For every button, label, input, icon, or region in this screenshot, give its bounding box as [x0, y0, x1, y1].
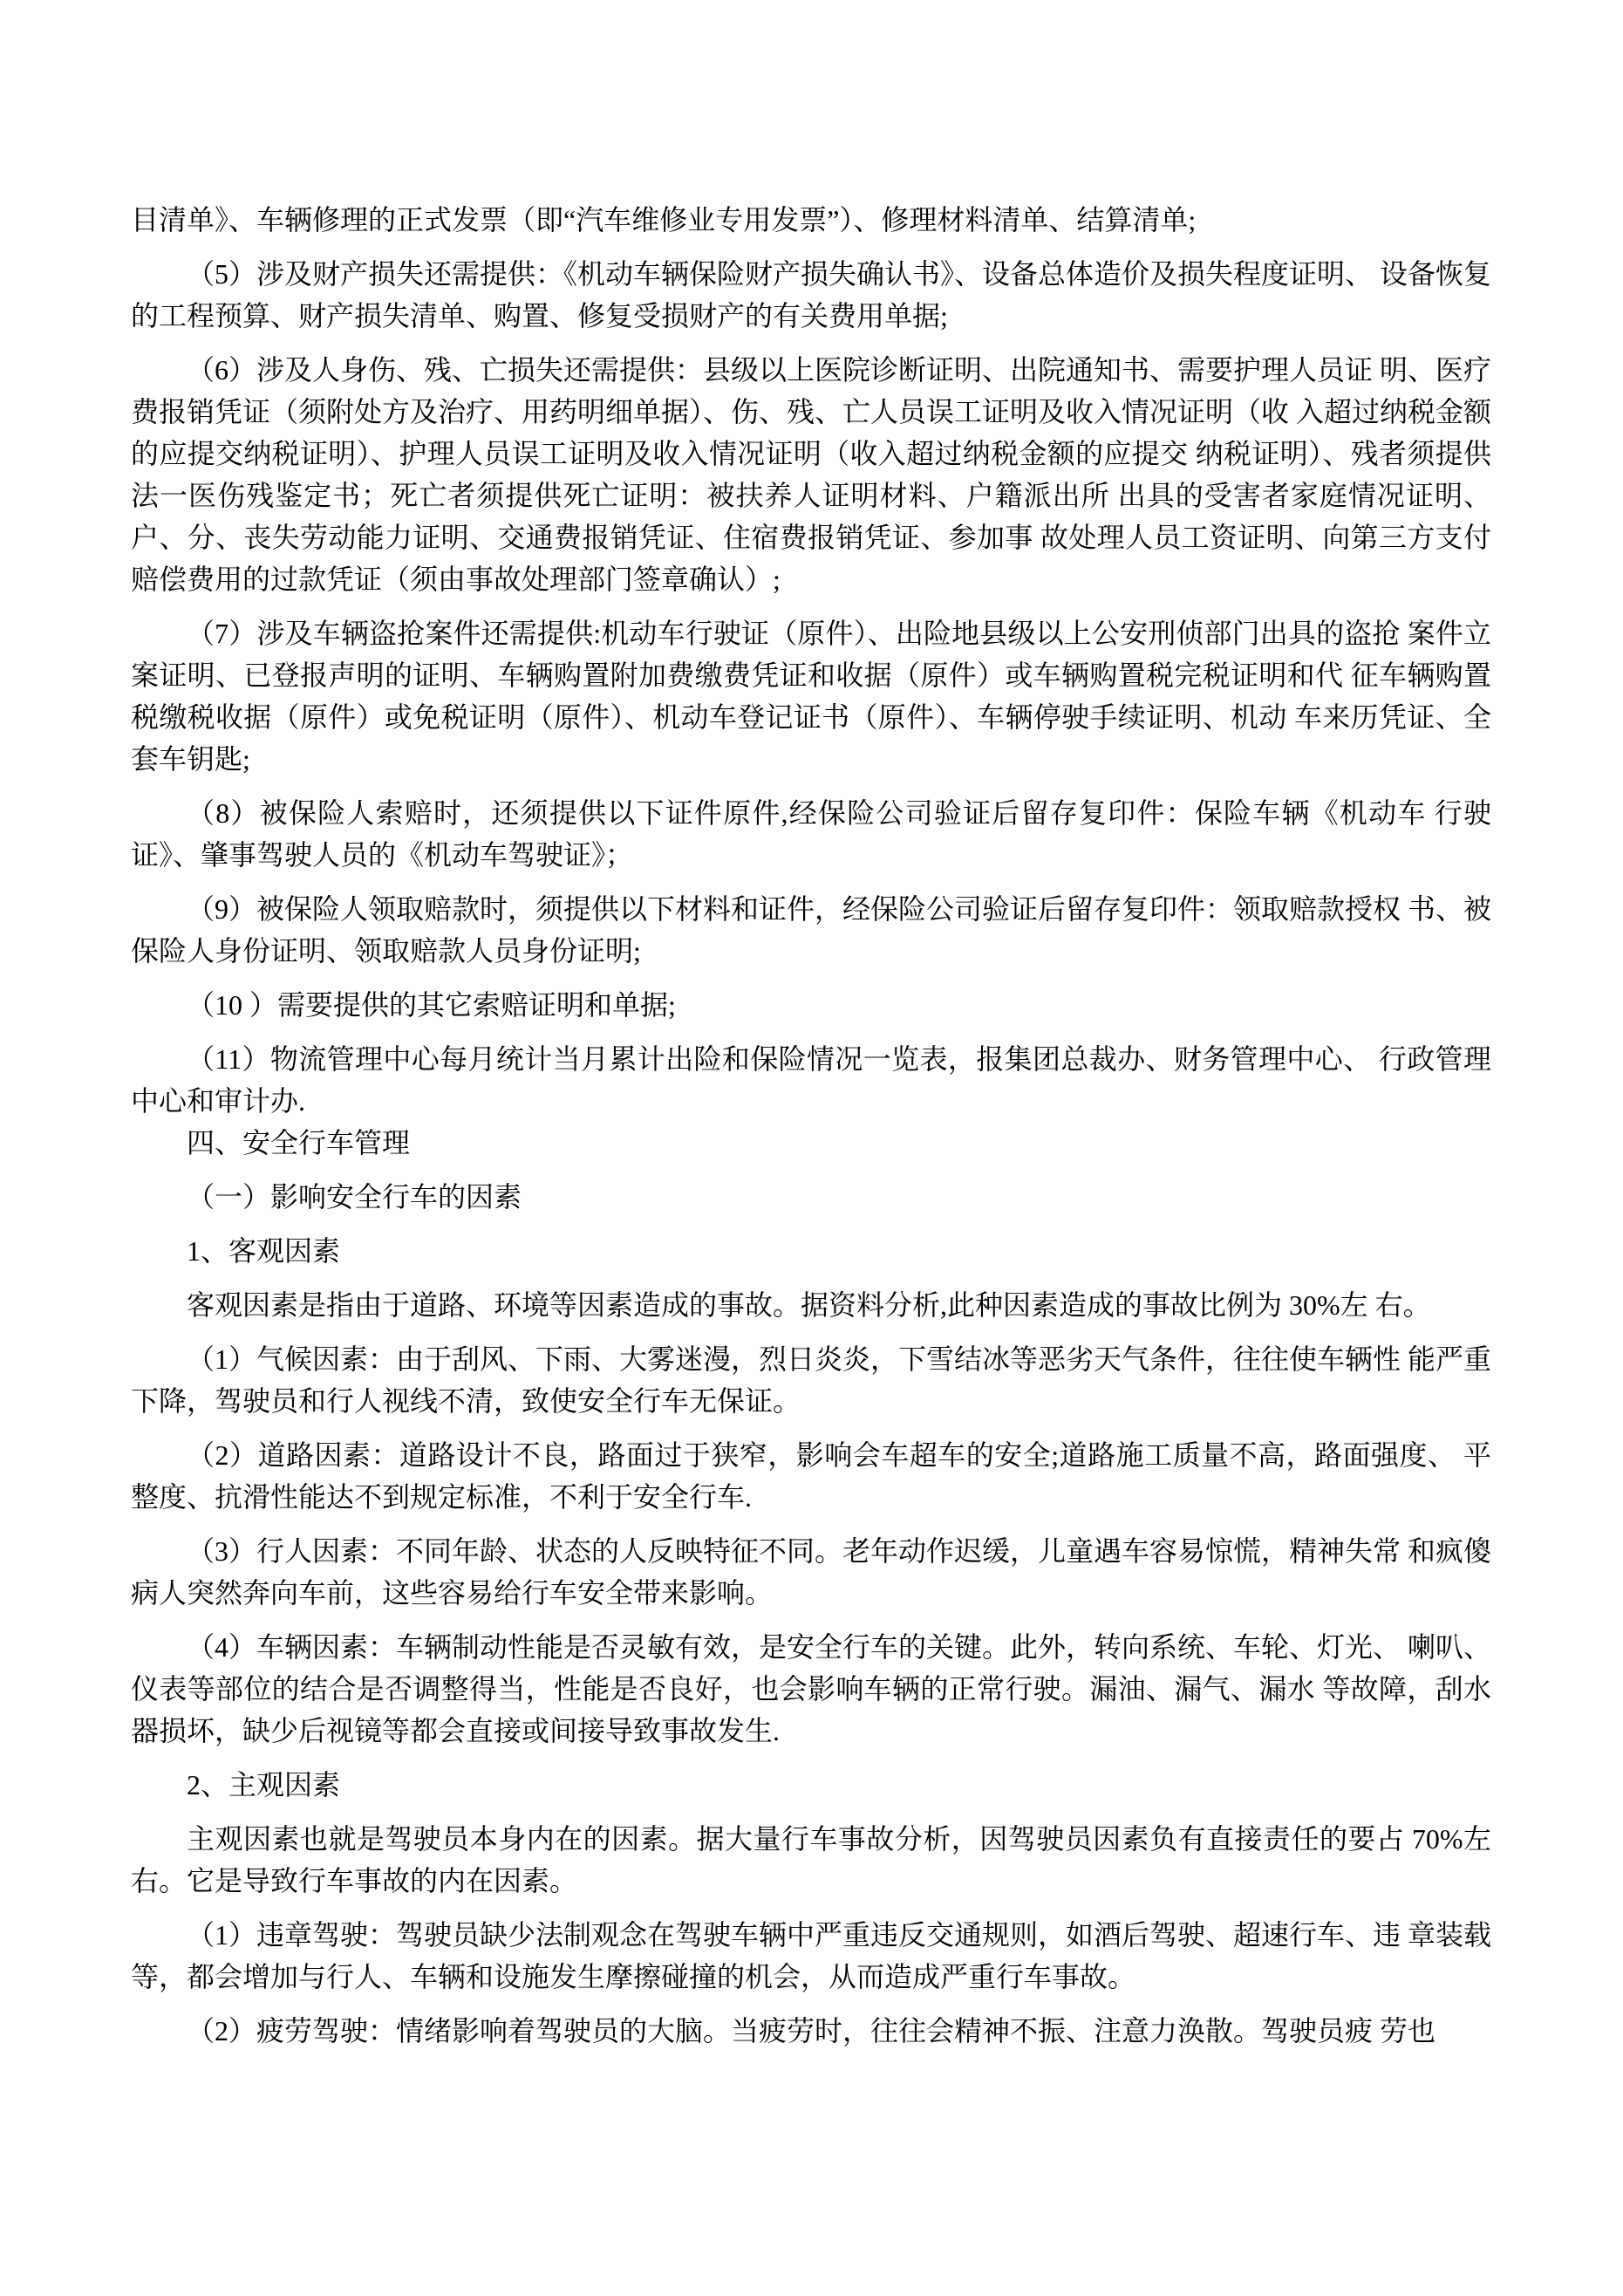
para-item-8: （8）被保险人索赔时，还须提供以下证件原件,经保险公司验证后留存复印件：保险车辆《机动车 行驶证》、肇事驾驶人员的《机动车驾驶证》； — [131, 797, 1491, 871]
para-pedestrian-factor: （3）行人因素：不同年龄、状态的人反映特征不同。老年动作迟缓，儿童遇车容易惊慌，精神失常 和疯傻病人突然奔向车前，这些容易给行车安全带来影响。 — [131, 1535, 1492, 1609]
para-objective-intro: 客观因素是指由于道路、环境等因素造成的事故。据资料分析,此种因素造成的事故比例为 30%左 右。 — [187, 1289, 1431, 1321]
para-item-6: （6）涉及人身伤、残、亡损失还需提供：县级以上医院诊断证明、出院通知书、需要护理人员证 明、医疗费报销凭证（须附处方及治疗、用药明细单据）、伤、残、亡人员误工证明及收入情况证明（收 入超过纳税金额的应提交纳税证明）、护理人员误工证明及收入情况证明（收入超过纳税金额的应提交 纳税证明）、残者须提供法一医伤残鉴定书；死亡者须提供死亡证明：被扶养人证明材料、户籍派出所 出具的受害者家庭情况证明、户、分、丧失劳动能力证明、交通费报销凭证、住宿费报销凭证、参加事 故处理人员工资证明、向第三方支付赔偿费用的过款凭证（须由事故处理部门签章确认）; — [131, 354, 1492, 595]
para-continuation: 目清单》、车辆修理的正式发票（即“汽车维修业专用发票”）、修理材料清单、结算清单; — [131, 204, 1197, 236]
para-item-11: （11）物流管理中心每月统计当月累计出险和保险情况一览表，报集团总裁办、财务管理中心、 行政管理中心和审计办. — [131, 1043, 1491, 1117]
para-subjective-intro: 主观因素也就是驾驶员本身内在的因素。据大量行车事故分析，因驾驶员因素负有直接责任的要占 70%左右。它是导致行车事故的内在因素。 — [131, 1823, 1491, 1896]
para-item-10: （10 ）需要提供的其它索赔证明和单据; — [187, 989, 676, 1021]
para-illegal-driving: （1）违章驾驶：驾驶员缺少法制观念在驾驶车辆中严重违反交通规则，如酒后驾驶、超速行车、违 章装载等，都会增加与行人、车辆和设施发生摩擦碰撞的机会，从而造成严重行车事故。 — [131, 1919, 1492, 1992]
heading-factor-subjective: 2、主观因素 — [187, 1769, 341, 1801]
heading-subsection-1: （一）影响安全行车的因素 — [187, 1181, 522, 1213]
para-road-factor: （2）道路因素：道路设计不良，路面过于狭窄，影响会车超车的安全;道路施工质量不高，路面强度、 平整度、抗滑性能达不到规定标准，不利于安全行车. — [131, 1439, 1491, 1513]
para-climate-factor: （1）气候因素：由于刮风、下雨、大雾迷漫，烈日炎炎，下雪结冰等恶劣天气条件，往往使车辆性 能严重下降，驾驶员和行人视线不清，致使安全行车无保证。 — [131, 1343, 1492, 1417]
heading-factor-objective: 1、客观因素 — [187, 1235, 341, 1267]
para-item-5: （5）涉及财产损失还需提供：《机动车辆保险财产损失确认书》、设备总体造价及损失程度证明、 设备恢复的工程预算、财产损失清单、购置、修复受损财产的有关费用单据; — [131, 258, 1492, 331]
heading-section-4: 四、安全行车管理 — [187, 1127, 411, 1158]
para-item-9: （9）被保险人领取赔款时，须提供以下材料和证件，经保险公司验证后留存复印件：领取赔款授权 书、被保险人身份证明、领取赔款人员身份证明; — [131, 893, 1492, 967]
para-vehicle-factor: （4）车辆因素：车辆制动性能是否灵敏有效，是安全行车的关键。此外，转向系统、车轮、灯光、 喇叭、仪表等部位的结合是否调整得当，性能是否良好，也会影响车辆的正常行驶。漏油、漏气、漏水 等故障，刮水器损坏，缺少后视镜等都会直接或间接导致事故发生. — [131, 1631, 1492, 1746]
para-item-7: （7）涉及车辆盗抢案件还需提供:机动车行驶证（原件）、出险地县级以上公安刑侦部门出具的盗抢 案件立案证明、已登报声明的证明、车辆购置附加费缴费凭证和收据（原件）或车辆购置税完税证明和代 征车辆购置税缴税收据（原件）或免税证明（原件）、机动车登记证书（原件）、车辆停驶手续证明、机动 车来历凭证、全套车钥匙; — [131, 618, 1491, 775]
para-fatigue-driving: （2）疲劳驾驶：情绪影响着驾驶员的大脑。当疲劳时，往往会精神不振、注意力涣散。驾驶员疲 劳也 — [187, 2015, 1436, 2047]
